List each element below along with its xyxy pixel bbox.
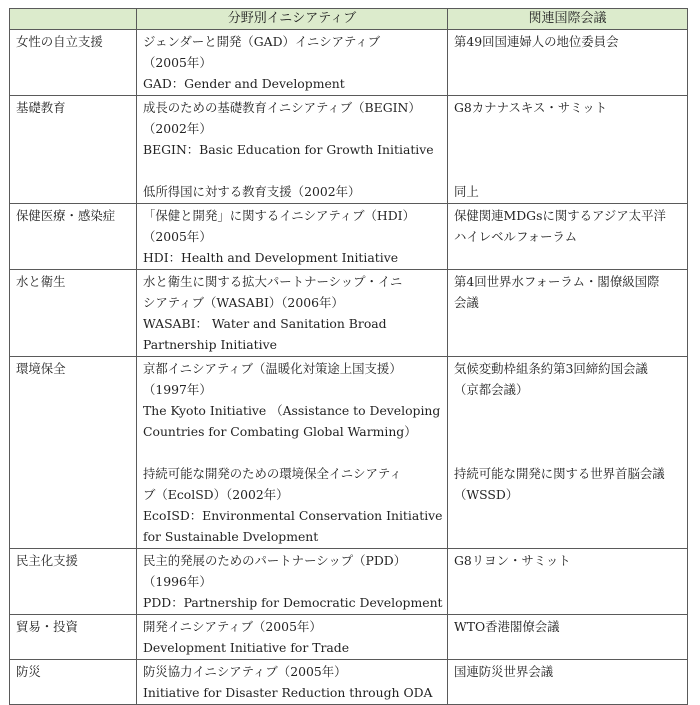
conference-line: G8リヨン・サミット bbox=[454, 553, 571, 568]
conference-line: （京都会議） bbox=[454, 382, 529, 397]
initiative-cell bbox=[137, 660, 448, 705]
initiative-cell bbox=[137, 270, 448, 357]
field-cell: 環境保全 bbox=[10, 357, 137, 549]
field-cell: 女性の自立支援 bbox=[10, 30, 137, 96]
field-cell: 貿易・投資 bbox=[10, 615, 137, 660]
table-row bbox=[10, 30, 688, 96]
initiative-line: （2005年） bbox=[143, 229, 212, 244]
initiative-line: HDI：Health and Development Initiative bbox=[143, 250, 399, 265]
spacer bbox=[454, 160, 681, 181]
conference-line: 国連防災世界会議 bbox=[454, 664, 554, 679]
field-cell: 保健医療・感染症 bbox=[10, 204, 137, 270]
table-row bbox=[10, 615, 688, 660]
field-cell: 民主化支援 bbox=[10, 549, 137, 615]
conference-line: 会議 bbox=[454, 295, 479, 310]
initiative-line: BEGIN：Basic Education for Growth Initiative bbox=[143, 142, 434, 157]
initiative-line: 成長のための基礎教育イニシアティブ（BEGIN） bbox=[143, 100, 421, 115]
initiative-line: The Kyoto Initiative （Assistance to Developing bbox=[143, 403, 441, 418]
initiative-cell bbox=[137, 357, 448, 549]
header-row bbox=[10, 9, 688, 30]
spacer bbox=[454, 442, 681, 463]
spacer bbox=[454, 139, 681, 160]
conference-cell bbox=[448, 357, 688, 549]
field-cell: 防災 bbox=[10, 660, 137, 705]
initiative-line: PDD：Partnership for Democratic Development bbox=[143, 595, 443, 610]
spacer bbox=[454, 400, 681, 421]
conference-cell bbox=[448, 96, 688, 204]
header-initiative: 分野別イニシアティブ bbox=[137, 9, 448, 30]
initiative-line: シアティブ（WASABI）（2006年） bbox=[143, 295, 344, 310]
initiative-line: 京都イニシアティブ（温暖化対策途上国支援） bbox=[143, 361, 402, 376]
conference-line: 第4回世界水フォーラム・閣僚級国際 bbox=[454, 274, 660, 289]
field-cell: 基礎教育 bbox=[10, 96, 137, 204]
conference-line: ハイレベルフォーラム bbox=[454, 229, 578, 244]
initiative-line: 水と衛生に関する拡大パートナーシップ・イニ bbox=[143, 274, 403, 289]
conference-cell bbox=[448, 270, 688, 357]
initiative-cell bbox=[137, 615, 448, 660]
initiative-line: Initiative for Disaster Reduction through ODA bbox=[143, 685, 433, 700]
conference-cell bbox=[448, 615, 688, 660]
initiative-cell bbox=[137, 30, 448, 96]
spacer bbox=[143, 160, 441, 181]
initiative-line: EcoISD：Environmental Conservation Initiative bbox=[143, 508, 443, 523]
initiative-cell bbox=[137, 204, 448, 270]
spacer bbox=[454, 118, 681, 139]
initiative-line: Development Initiative for Trade bbox=[143, 640, 350, 655]
conference-cell bbox=[448, 204, 688, 270]
initiative-line: ジェンダーと開発（GAD）イニシアティブ bbox=[143, 34, 381, 49]
initiative-cell bbox=[137, 96, 448, 204]
table-row bbox=[10, 270, 688, 357]
initiative-line: 開発イニシアティブ（2005年） bbox=[143, 619, 322, 634]
field-cell: 水と衛生 bbox=[10, 270, 137, 357]
spacer bbox=[454, 421, 681, 442]
table-row bbox=[10, 357, 688, 549]
header-conference: 関連国際会議 bbox=[448, 9, 688, 30]
header-field bbox=[10, 9, 137, 30]
table-row bbox=[10, 96, 688, 204]
initiative-line: （2005年） bbox=[143, 55, 212, 70]
conference-line: G8カナナスキス・サミット bbox=[454, 100, 608, 115]
initiative-line: （1996年） bbox=[143, 574, 212, 589]
initiative-line: WASABI： Water and Sanitation Broad bbox=[143, 316, 387, 331]
conference-line: WTO香港閣僚会議 bbox=[454, 619, 560, 634]
conference-line: 同上 bbox=[454, 184, 479, 199]
conference-cell bbox=[448, 30, 688, 96]
initiative-cell bbox=[137, 549, 448, 615]
initiative-line: （2002年） bbox=[143, 121, 212, 136]
conference-cell bbox=[448, 549, 688, 615]
table-row bbox=[10, 549, 688, 615]
conference-line: 保健関連MDGsに関するアジア太平洋 bbox=[454, 208, 666, 223]
table-row bbox=[10, 660, 688, 705]
initiative-line: （1997年） bbox=[143, 382, 212, 397]
initiative-line: 低所得国に対する教育支援（2002年） bbox=[143, 184, 361, 199]
initiative-line: 持続可能な開発のための環境保全イニシアティ bbox=[143, 466, 402, 481]
initiative-line: GAD：Gender and Development bbox=[143, 76, 345, 91]
initiative-line: ブ（EcolSD）（2002年） bbox=[143, 487, 289, 502]
initiatives-table bbox=[9, 8, 688, 705]
table-row bbox=[10, 204, 688, 270]
conference-line: 第49回国連婦人の地位委員会 bbox=[454, 34, 619, 49]
conference-cell bbox=[448, 660, 688, 705]
conference-line: 気候変動枠組条約第3回締約国会議 bbox=[454, 361, 648, 376]
spacer bbox=[143, 442, 441, 463]
initiative-line: Countries for Combating Global Warming） bbox=[143, 424, 417, 439]
initiative-line: 防災協力イニシアティブ（2005年） bbox=[143, 664, 347, 679]
initiative-line: 民主的発展のためのパートナーシップ（PDD） bbox=[143, 553, 407, 568]
initiative-line: Partnership Initiative bbox=[143, 337, 277, 352]
conference-line: 持続可能な開発に関する世界首脳会議 bbox=[454, 466, 665, 481]
initiative-line: 「保健と開発」に関するイニシアティブ（HDI） bbox=[143, 208, 415, 223]
initiative-line: for Sustainable Dvelopment bbox=[143, 529, 319, 544]
conference-line: （WSSD） bbox=[454, 487, 519, 502]
